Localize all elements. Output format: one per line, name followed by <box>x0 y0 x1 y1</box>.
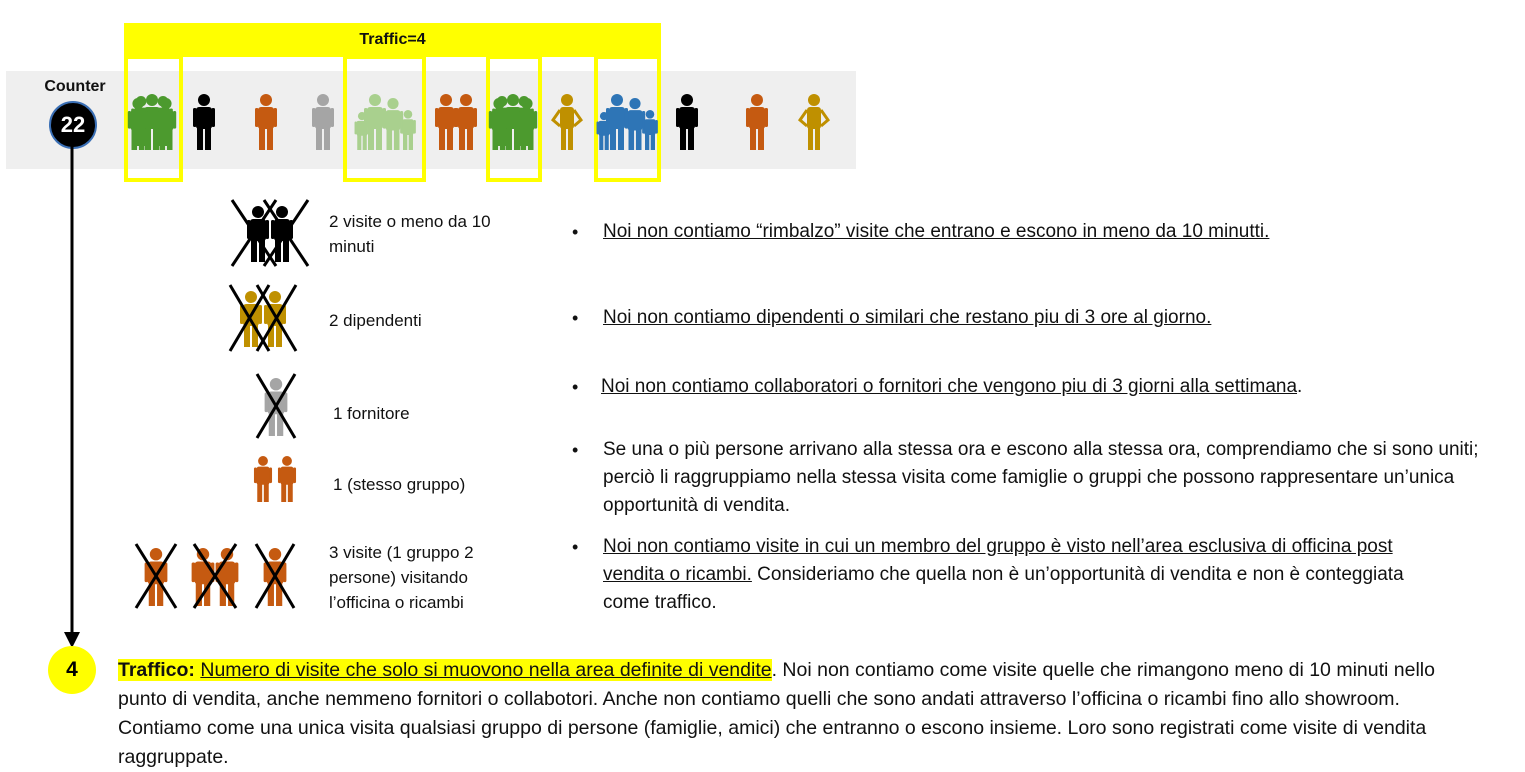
rule-workshop: • Noi non contiamo visite in cui un membro del gruppo è visto nell’area esclusiva di officina post vendita o ricambi. Consideriamo che quella non è un’opportunità di vendita e non è conteggiata come traffico. <box>572 536 1404 613</box>
rule-bounce: • Noi non contiamo “rimbalzo” visite che entrano e escono in meno da 10 minutti. <box>572 221 1270 242</box>
workshop-visitor-3-icon <box>252 540 298 612</box>
crowd-single-icon <box>251 90 281 152</box>
bounce-visitors-icon <box>230 198 310 268</box>
crowd-single-icon <box>189 90 219 152</box>
summary-rest: . Noi non contiamo come visite quelle che rimangono meno di 10 minuti nello punto di vendita, anche nemmeno fornitori o collabotori. Anche non contiamo quelli che sono andati attraverso l’officina o ricambi fino allo showroom. Contiamo come una unica visita qualsiasi gruppo di persone (famiglie, amici) che entranno o escono insieme. Loro sono registrati come visite di vendita raggruppate. <box>118 659 1435 768</box>
rule-bounce-text: Noi non contiamo “rimbalzo” visite che entrano e escono in meno da 10 minutti. <box>603 221 1270 242</box>
same-group-icon <box>250 448 300 508</box>
rule-suppliers-tail: . <box>1297 376 1303 397</box>
rule-employees: • Noi non contiamo dipendenti o similari che restano piu di 3 ore al giorno. <box>572 307 1212 328</box>
crowd-pair-icon <box>432 90 480 152</box>
supplier-icon <box>253 370 299 442</box>
counter-value: 22 <box>49 101 97 149</box>
traffic-banner: Traffic=4 <box>124 23 661 57</box>
crowd-staff-icon <box>549 90 585 152</box>
rule-suppliers: • Noi non contiamo collaboratori o fornitori che vengono piu di 3 giorni alla settimana. <box>572 376 1303 397</box>
traffic-result: 4 <box>48 646 96 694</box>
crowd <box>0 0 860 170</box>
crowd-group-icon <box>126 90 178 152</box>
workshop-visitor-1-icon <box>132 540 180 612</box>
traffic-definition <box>118 656 1478 772</box>
crowd-single-icon <box>742 90 772 152</box>
crowd-family-icon <box>591 90 663 152</box>
summary-highlight: Numero di visite che solo si muovono nella area definite di vendite <box>200 659 772 681</box>
caption-workshop: 3 visite (1 gruppo 2 persone) visitando l’officina o ricambi <box>329 543 474 612</box>
counter-label: Counter <box>44 78 106 95</box>
caption-same-group: 1 (stesso gruppo) <box>333 475 466 494</box>
down-arrow-icon <box>60 146 84 651</box>
crowd-family-icon <box>349 90 421 152</box>
rule-groups-text: Se una o più persone arrivano alla stessa ora e escono alla stessa ora, comprendiamo che si sono uniti; perciò li raggruppiamo nella stessa visita come famiglie o gruppi che possono rappresentare un’unica opportunità di vendita. <box>603 439 1479 516</box>
summary-lead: Traffico: <box>118 659 195 681</box>
crowd-group-icon <box>487 90 539 152</box>
crowd-staff-icon <box>796 90 832 152</box>
rule-suppliers-text: Noi non contiamo collaboratori o fornitori che vengono piu di 3 giorni alla settimana <box>601 376 1298 397</box>
workshop-visitor-2-icon <box>190 540 240 612</box>
caption-supplier: 1 fornitore <box>333 404 410 423</box>
caption-bounce: 2 visite o meno da 10 minuti <box>329 212 491 256</box>
rule-workshop-text: Noi non contiamo visite in cui un membro del gruppo è visto nell’area esclusiva di officina post vendita o ricambi. <box>603 536 1393 585</box>
crowd-single-icon <box>672 90 702 152</box>
rule-employees-text: Noi non contiamo dipendenti o similari che restano piu di 3 ore al giorno. <box>603 307 1212 328</box>
excluded-icons <box>120 190 320 620</box>
crowd-single-icon <box>308 90 338 152</box>
rule-groups: • Se una o più persone arrivano alla stessa ora e escono alla stessa ora, comprendiamo che si sono uniti; perciò li raggruppiamo nella stessa visita come famiglie o gruppi che possono rappresentare un’unica opportunità di vendita. <box>572 439 1479 516</box>
employees-icon <box>228 283 298 353</box>
caption-employees: 2 dipendenti <box>329 311 422 330</box>
rule-workshop-tail: Consideriamo che quella non è un’opportunità di vendita e non è conteggiata come traffico. <box>603 564 1404 613</box>
